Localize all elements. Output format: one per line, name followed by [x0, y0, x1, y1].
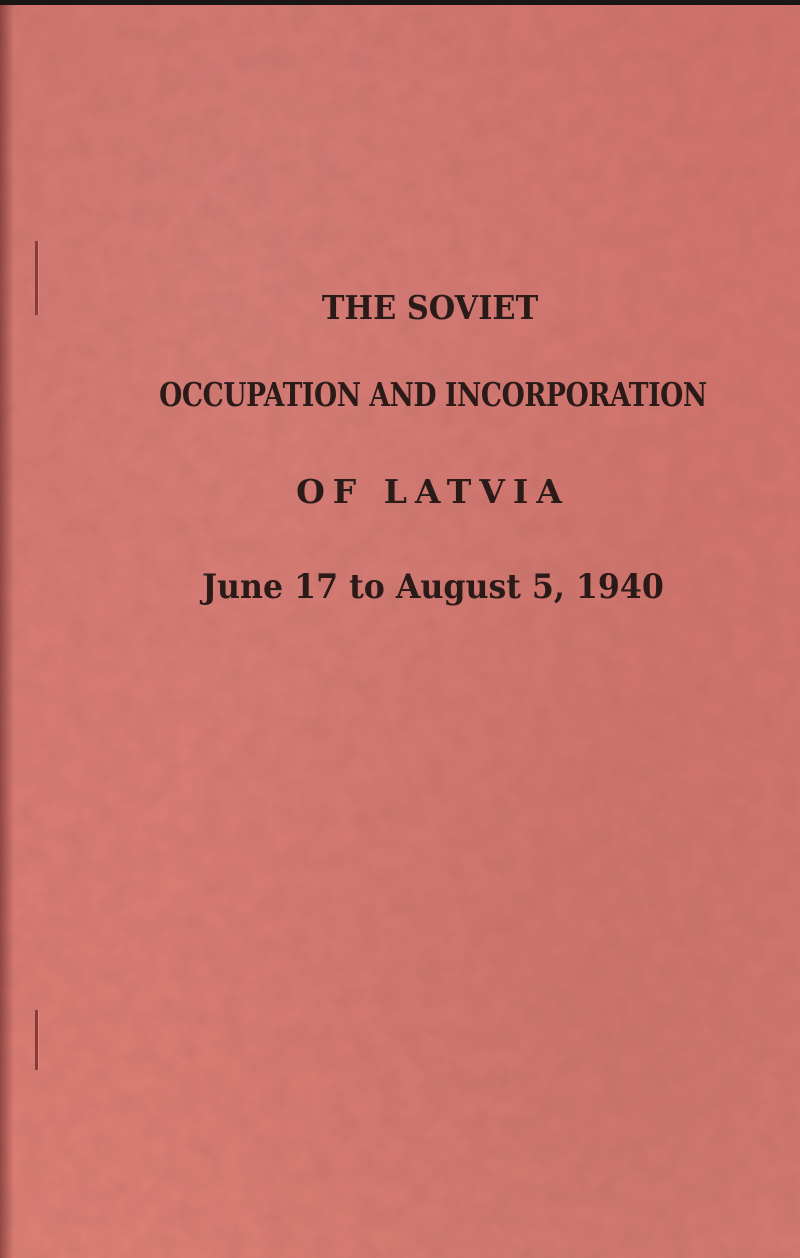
date-range: June 17 to August 5, 1940	[202, 567, 664, 607]
booklet-cover	[0, 5, 800, 1258]
staple-top	[35, 241, 38, 315]
title-line-1: THE SOVIET	[321, 288, 539, 327]
title-line-3: OF LATVIA	[296, 472, 570, 511]
staple-bottom	[35, 1010, 38, 1070]
spine-shadow	[0, 5, 14, 1258]
title-line-2: OCCUPATION AND INCORPORATION	[159, 375, 707, 414]
leather-texture	[0, 5, 800, 1258]
